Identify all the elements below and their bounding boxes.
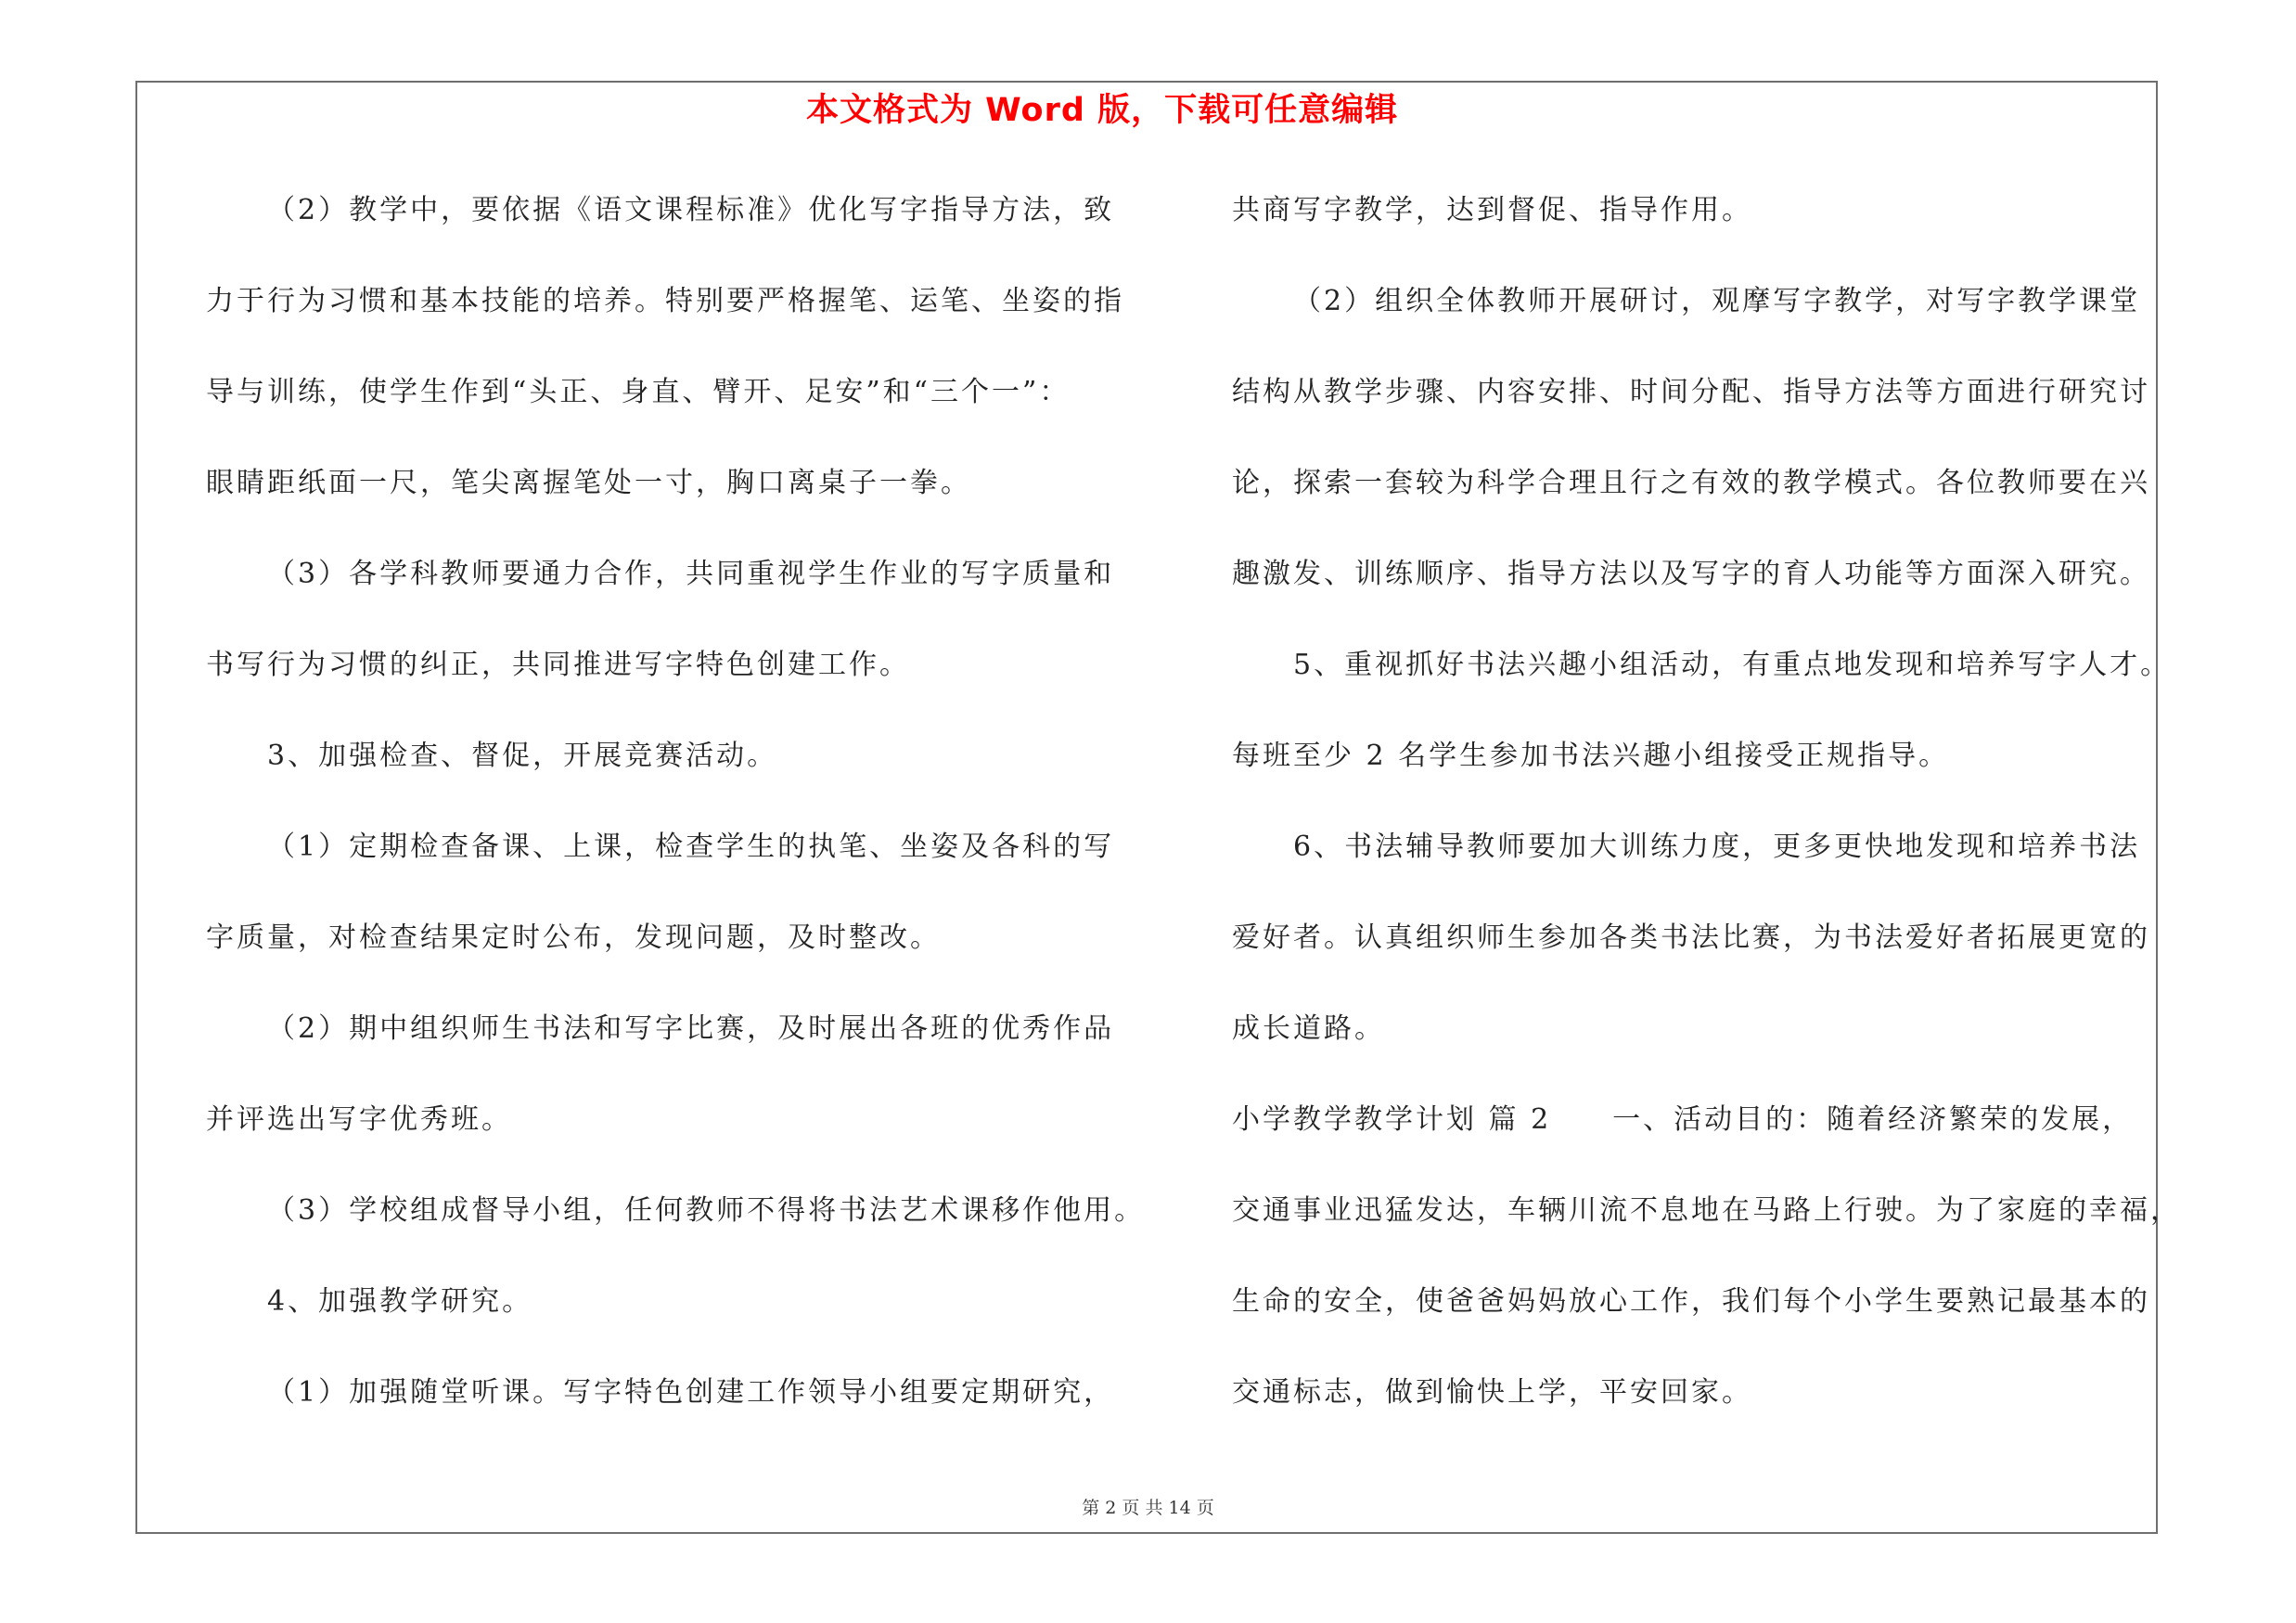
text-line: （2）组织全体教师开展研讨，观摩写字教学，对写字教学课堂 [1293, 285, 2141, 317]
text-line: 力于行为习惯和基本技能的培养。特别要严格握笔、运笔、坐姿的指 [206, 285, 1124, 317]
text-line: 论，探索一套较为科学合理且行之有效的教学模式。各位教师要在兴 [1232, 467, 2150, 499]
format-notice: 本文格式为 Word 版，下载可任意编辑 [806, 92, 1399, 129]
text-line: （2）期中组织师生书法和写字比赛，及时展出各班的优秀作品 [267, 1012, 1115, 1045]
text-line: （1）定期检查备课、上课，检查学生的执笔、坐姿及各科的写 [267, 831, 1115, 863]
text-line: 字质量，对检查结果定时公布，发现问题，及时整改。 [206, 921, 941, 954]
text-line: 交通事业迅猛发达，车辆川流不息地在马路上行驶。为了家庭的幸福， [1232, 1194, 2181, 1227]
text-line: 成长道路。 [1232, 1012, 1385, 1045]
text-line: （1）加强随堂听课。写字特色创建工作领导小组要定期研究， [267, 1376, 1115, 1409]
text-line: 趣激发、训练顺序、指导方法以及写字的育人功能等方面深入研究。 [1232, 558, 2150, 590]
text-line: 交通标志，做到愉快上学，平安回家。 [1232, 1376, 1752, 1409]
text-line: 爱好者。认真组织师生参加各类书法比赛，为书法爱好者拓展更宽的 [1232, 921, 2150, 954]
page-number-footer: 第 2 页 共 14 页 [1082, 1498, 1214, 1518]
text-line: （3）学校组成督导小组，任何教师不得将书法艺术课移作他用。 [267, 1194, 1146, 1227]
text-line: （3）各学科教师要通力合作，共同重视学生作业的写字质量和 [267, 558, 1115, 590]
text-line: 结构从教学步骤、内容安排、时间分配、指导方法等方面进行研究讨 [1232, 376, 2150, 408]
text-line: 导与训练，使学生作到“头正、身直、臂开、足安”和“三个一”： [206, 376, 1071, 408]
text-line: 每班至少 2 名学生参加书法兴趣小组接受正规指导。 [1232, 740, 1950, 772]
text-line: 6、书法辅导教师要加大训练力度，更多更快地发现和培养书法 [1293, 831, 2141, 863]
text-line: 生命的安全，使爸爸妈妈放心工作，我们每个小学生要熟记最基本的 [1232, 1285, 2150, 1318]
text-line: 眼睛距纸面一尺，笔尖离握笔处一寸，胸口离桌子一拳。 [206, 467, 971, 499]
text-line: 共商写字教学，达到督促、指导作用。 [1232, 194, 1752, 226]
left-column [206, 165, 1145, 1438]
section-heading: 4、加强教学研究。 [267, 1285, 533, 1318]
text-line: （2）教学中，要依据《语文课程标准》优化写字指导方法，致 [267, 194, 1115, 226]
text-line: 并评选出写字优秀班。 [206, 1103, 512, 1136]
text-line: 书写行为习惯的纠正，共同推进写字特色创建工作。 [206, 649, 910, 681]
article-title-line: 小学教学教学计划 篇 2 一、活动目的：随着经济繁荣的发展， [1232, 1103, 2134, 1136]
right-column [1232, 165, 2181, 1438]
text-line: 5、重视抓好书法兴趣小组活动，有重点地发现和培养写字人才。 [1293, 649, 2172, 681]
section-heading: 3、加强检查、督促，开展竞赛活动。 [267, 740, 778, 772]
